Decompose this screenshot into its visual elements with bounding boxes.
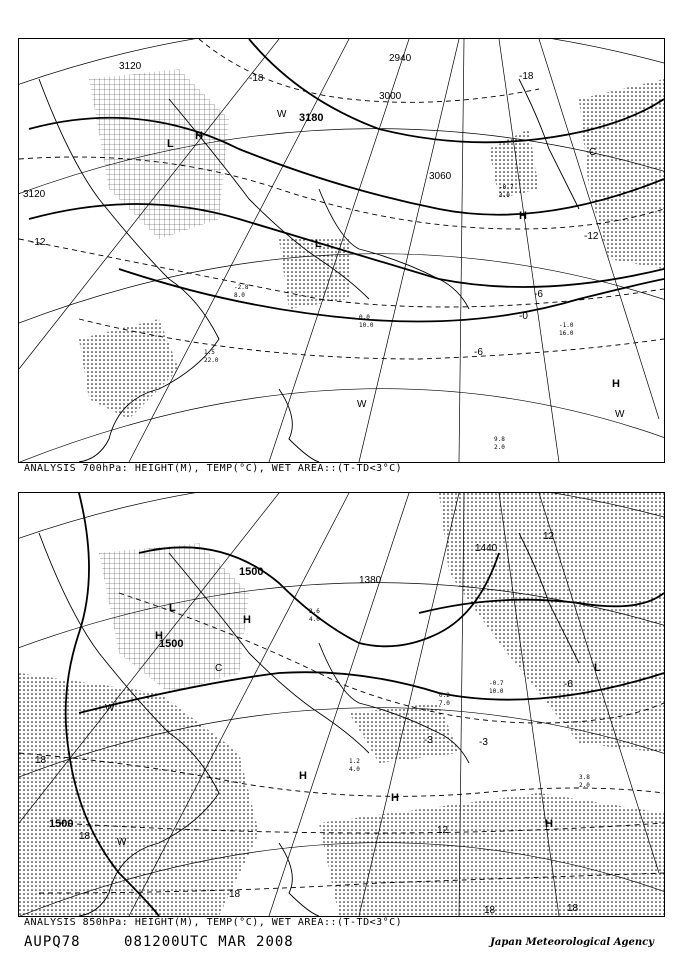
temp-label-h: 12: [543, 531, 555, 542]
chart-id: AUPQ78: [24, 934, 81, 950]
caption-850hpa: ANALYSIS 850hPa: HEIGHT(M), TEMP(°C), WET AREA::(T-TD<3°C): [24, 917, 403, 928]
temp-label-a: 18: [35, 755, 47, 766]
station-value: 1.5: [204, 349, 215, 356]
center-high-d: H: [299, 770, 307, 782]
station-value: 2.0: [494, 444, 505, 451]
station-value: 3.0: [499, 192, 510, 199]
center-high-e: H: [545, 818, 553, 830]
center-warm-a: W: [105, 703, 115, 714]
temp-label-c: 18: [229, 889, 241, 900]
temp-label-g: -6: [564, 679, 573, 690]
station-value: 2.0: [579, 782, 590, 789]
agency-credit: Japan Meteorological Agency: [490, 937, 654, 948]
center-high-c: H: [519, 210, 527, 222]
station-value: -0.7: [499, 184, 514, 191]
height-label-1500-a: 1500: [239, 566, 264, 578]
station-value: 4.0: [309, 616, 320, 623]
height-label-3120-a: 3120: [119, 61, 142, 72]
center-high-a: H: [195, 130, 203, 142]
height-label-1500-b: 1500: [159, 638, 184, 650]
center-cold-a: C: [215, 663, 223, 674]
station-value: 10.0: [489, 688, 504, 695]
station-value: 10.0: [359, 322, 374, 329]
wet-areas: [79, 69, 664, 419]
map-700hpa: [18, 38, 665, 463]
center-low-b: L: [315, 238, 322, 250]
center-warm-b: W: [357, 399, 367, 410]
station-value: 3.8: [579, 774, 590, 781]
height-label-1500-c: 1500: [49, 818, 74, 830]
footer-code: [24, 934, 294, 950]
center-low-a: L: [169, 602, 176, 614]
station-value: -1.0: [559, 322, 574, 329]
station-value: 8.0: [234, 292, 245, 299]
temp-label-f: -3: [424, 735, 433, 746]
center-cold-a: C: [589, 147, 597, 158]
station-value: 7.0: [439, 700, 450, 707]
temp-label-d: -6: [474, 347, 483, 358]
center-high-a: H: [155, 630, 163, 642]
height-label-1440: 1440: [475, 543, 498, 554]
station-value: 22.0: [204, 357, 219, 364]
temp-label-e: -6: [534, 289, 543, 300]
temp-label-i: 18: [484, 905, 496, 916]
center-low-a: L: [167, 138, 174, 150]
station-value: 1.2: [349, 758, 360, 765]
height-label-3120-b: 3120: [23, 189, 46, 200]
station-value: 0.0: [359, 314, 370, 321]
temp-label-j: 18: [567, 903, 579, 914]
center-high-b: H: [612, 378, 620, 390]
temp-label-a: -12: [31, 237, 46, 248]
chart-datetime: 081200UTC MAR 2008: [124, 934, 294, 950]
temp-label-c: -18: [249, 73, 264, 84]
station-value: 0.2: [439, 692, 450, 699]
station-value: 16.0: [559, 330, 574, 337]
center-high-c: H: [391, 792, 399, 804]
height-label-2940: 2940: [389, 53, 412, 64]
temp-label-e: -3: [479, 737, 488, 748]
caption-700hpa: ANALYSIS 700hPa: HEIGHT(M), TEMP(°C), WET AREA::(T-TD<3°C): [24, 463, 403, 474]
center-warm-b: W: [117, 837, 127, 848]
map-850hpa-canvas: [19, 493, 664, 916]
temp-label-b: 18: [79, 831, 91, 842]
center-warm-c: W: [615, 409, 625, 420]
temp-label-f: -0: [519, 311, 528, 322]
map-700hpa-canvas: [19, 39, 664, 462]
height-label-1380: 1380: [359, 575, 382, 586]
station-value: 2.6: [309, 608, 320, 615]
temp-label-d: 12: [437, 825, 449, 836]
center-low-b: L: [594, 662, 601, 674]
station-value: 9.8: [494, 436, 505, 443]
height-label-3180: 3180: [299, 112, 324, 124]
temp-label-g: -12: [584, 231, 599, 242]
map-850hpa: [18, 492, 665, 917]
height-label-3000: 3000: [379, 91, 402, 102]
temp-label-b: -18: [519, 71, 534, 82]
height-label-3060: 3060: [429, 171, 452, 182]
station-value: -2.8: [234, 284, 249, 291]
station-value: 4.0: [349, 766, 360, 773]
center-high-b: H: [243, 614, 251, 626]
station-value: -0.7: [489, 680, 504, 687]
center-warm-a: W: [277, 109, 287, 120]
